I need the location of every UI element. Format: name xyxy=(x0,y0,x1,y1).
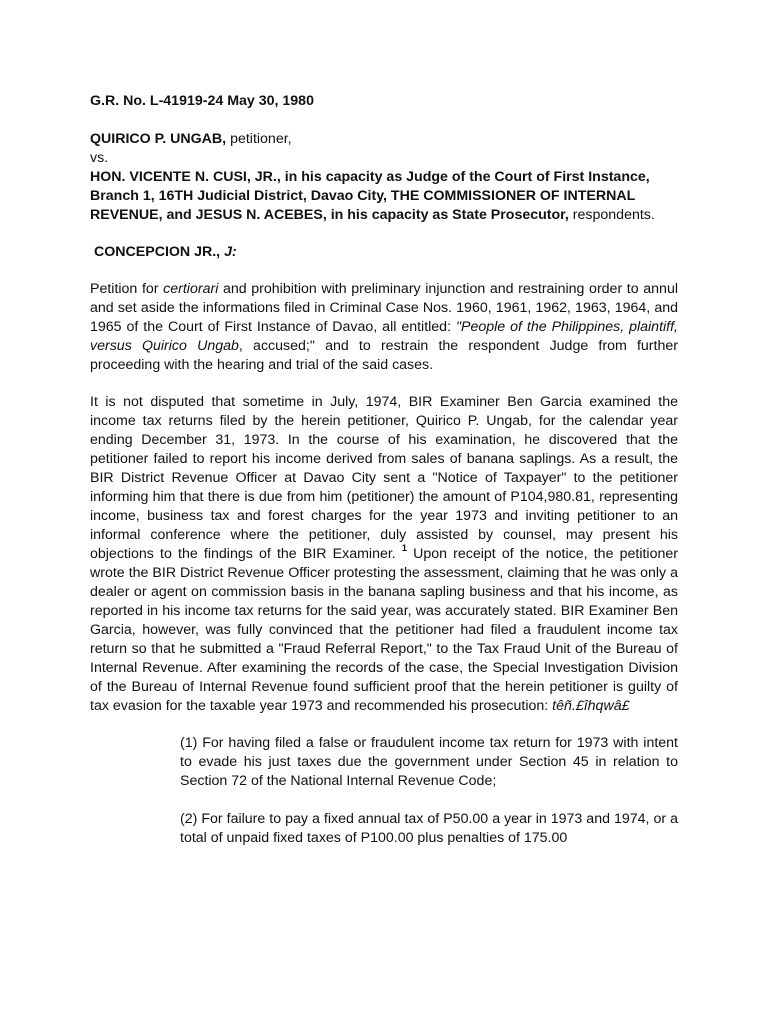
case-title-italic: "People of the Philippines, plaintiff, versus Quirico Ungab xyxy=(90,319,678,354)
petitioner-role: petitioner, xyxy=(226,131,292,147)
ponente-heading xyxy=(90,243,678,262)
ponente-suffix: J: xyxy=(224,244,237,260)
paragraph-petition xyxy=(90,280,678,375)
respondents-names: HON. VICENTE N. CUSI, JR., in his capacity as Judge of the Court of First Instance, Branch 1, 16TH Judicial District, Davao City, THE COMMISSIONER OF INTERNAL REVENUE, and JESUS N. ACEBES, in his capacity as State Prosecutor, xyxy=(90,169,650,223)
paragraph-text: , accused;" and to restrain the respondent Judge from further proceeding with the hearing and trial of the said cases. xyxy=(90,338,678,373)
respondents-role: respondents. xyxy=(568,207,655,223)
parties-block xyxy=(90,130,678,225)
paragraph-text: Petition for xyxy=(90,281,164,297)
versus-label: vs. xyxy=(90,150,109,166)
paragraph-facts xyxy=(90,393,678,716)
encoding-artifact-text: têñ.£îhqwâ£ xyxy=(552,698,630,714)
paragraph-text: It is not disputed that sometime in July, 1974, BIR Examiner Ben Garcia examined the income tax returns filed by the herein petitioner, Quirico P. Ungab, for the calendar year ending December 31, 1973. In the course of his examination, he discovered that the petitioner failed to report his income derived from sales of banana saplings. As a result, the BIR District Revenue Officer at Davao City sent a "Notice of Taxpayer" to the petitioner informing him that there is due from him (petitioner) the amount of P104,980.81, representing income, business tax and forest charges for the year 1973 and inviting petitioner to an informal conference where the petitioner, duly assisted by counsel, may present his objections to the findings of the BIR Examiner. xyxy=(90,394,678,562)
petitioner-name: QUIRICO P. UNGAB, xyxy=(90,131,227,147)
ponente-name: CONCEPCION JR., xyxy=(94,244,225,260)
italic-term: certiorari xyxy=(163,281,219,297)
footnote-marker[interactable]: 1 xyxy=(401,543,407,554)
enumerated-charge-1: (1) For having filed a false or fraudulent income tax return for 1973 with intent to evade his just taxes due the government under Section 45 in relation to Section 72 of the National Internal Revenue Code; xyxy=(180,735,678,789)
case-number-heading: G.R. No. L-41919-24 May 30, 1980 xyxy=(90,93,314,109)
paragraph-text: and prohibition with preliminary injunction and restraining order to annul and set aside the informations filed in Criminal Case Nos. 1960, 1961, 1962, 1963, 1964, and 1965 of the Court of First Instance of Davao, all entitled: xyxy=(90,281,678,335)
petitioner-line xyxy=(90,130,678,149)
respondents-line xyxy=(90,168,678,225)
enumerated-charge-2: (2) For failure to pay a fixed annual tax of P50.00 a year in 1973 and 1974, or a total of unpaid fixed taxes of P100.00 plus penalties of 175.00 xyxy=(180,811,678,846)
paragraph-text: Upon receipt of the notice, the petitioner wrote the BIR District Revenue Officer protesting the assessment, claiming that he was only a dealer or agent on commission basis in the banana sapling business and that his income, as reported in his income tax returns for the said year, was accurately stated. BIR Examiner Ben Garcia, however, was fully convinced that the petitioner had filed a fraudulent income tax return so that he submitted a "Fraud Referral Report," to the Tax Fraud Unit of the Bureau of Internal Revenue. After examining the records of the case, the Special Investigation Division of the Bureau of Internal Revenue found sufficient proof that the herein petitioner is guilty of tax evasion for the taxable year 1973 and recommended his prosecution: xyxy=(90,546,678,714)
